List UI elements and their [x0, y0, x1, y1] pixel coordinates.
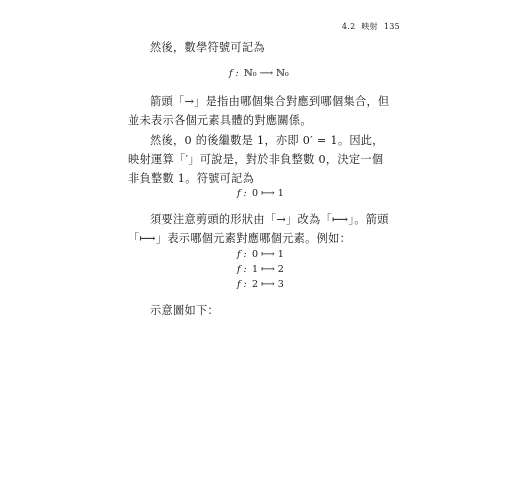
formula-list-item	[237, 279, 284, 290]
formula-successor	[237, 188, 284, 199]
formula-body: 0 ⟼ 1	[252, 249, 284, 260]
running-header	[339, 21, 400, 32]
paragraph-arrow-shape: 須要注意剪頭的形狀由「→」改為「⟼」。箭頭「⟼」表示哪個元素對應哪個元素。例如：	[128, 213, 389, 245]
formula-body: 1 ⟼ 2	[252, 264, 284, 275]
formula-body: 0 ⟼ 1	[252, 188, 284, 199]
formula-function-label: f :	[237, 279, 247, 290]
page-number: 135	[383, 22, 400, 31]
formula-function-label: f :	[237, 249, 247, 260]
paragraph-intro: 然後，數學符號可記為	[150, 41, 265, 54]
formula-mapping-sets	[229, 68, 289, 79]
section-number: 4.2	[341, 22, 356, 31]
paragraph-arrow-meaning: 箭頭「→」是指由哪個集合對應到哪個集合，但並未表示各個元素具體的對應關係。	[128, 95, 390, 127]
formula-function-label: f :	[237, 264, 247, 275]
formula-function-label: f :	[229, 68, 239, 79]
formula-body: 2 ⟼ 3	[252, 279, 284, 290]
formula-list-item	[237, 249, 284, 260]
section-title: 映射	[361, 22, 378, 31]
paragraph-diagram-intro: 示意圖如下：	[150, 304, 219, 317]
formula-list-item	[237, 264, 284, 275]
formula-function-label: f :	[237, 188, 247, 199]
paragraph-successor: 然後，0 的後繼數是 1，亦即 0′ = 1。因此，映射運算「′」可說是，對於非負整數 0，決定一個非負整數 1。符號可記為	[128, 134, 384, 185]
formula-body: ℕ₀ ⟶ ℕ₀	[244, 68, 289, 79]
